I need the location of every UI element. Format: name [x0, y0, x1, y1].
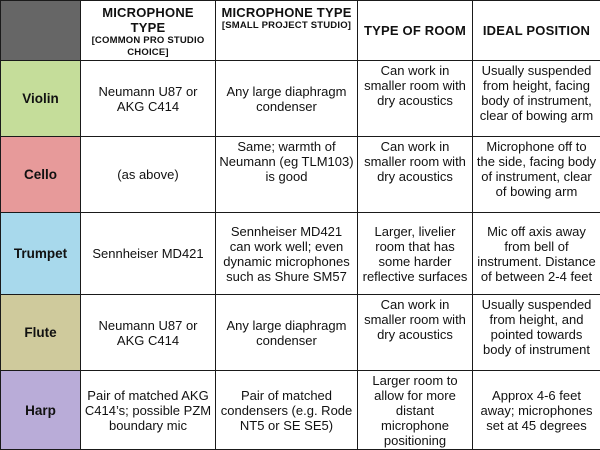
- table-row-harp: [1, 371, 600, 450]
- small-mic-cell: Pair of matched condensers (e.g. Rode NT5 or SE SE5): [216, 371, 358, 450]
- table-row-trumpet: [1, 213, 600, 295]
- header-pro-studio: [81, 1, 216, 61]
- room-cell: Can work in smaller room with dry acoustics: [358, 295, 473, 371]
- room-cell: Larger, livelier room that has some harder reflective surfaces: [358, 213, 473, 295]
- room-cell: Can work in smaller room with dry acoustics: [358, 61, 473, 137]
- instrument-cell-harp: Harp: [1, 371, 81, 450]
- header-pro-subtitle: [COMMON PRO STUDIO CHOICE]: [84, 35, 212, 59]
- pro-mic-cell: Pair of matched AKG C414’s; possible PZM boundary mic: [81, 371, 216, 450]
- small-mic-cell: Sennheiser MD421 can work well; even dynamic microphones such as Shure SM57: [216, 213, 358, 295]
- header-small-subtitle: [SMALL PROJECT STUDIO]: [219, 20, 354, 32]
- instrument-cell-cello: Cello: [1, 137, 81, 213]
- table-row-flute: [1, 295, 600, 371]
- header-position-title: IDEAL POSITION: [476, 23, 597, 38]
- small-mic-cell: Same; warmth of Neumann (eg TLM103) is good: [216, 137, 358, 213]
- header-room-title: TYPE OF ROOM: [361, 23, 469, 38]
- pro-mic-cell: Neumann U87 or AKG C414: [81, 61, 216, 137]
- header-position: [473, 1, 600, 61]
- small-mic-cell: Any large diaphragm condenser: [216, 61, 358, 137]
- instrument-cell-flute: Flute: [1, 295, 81, 371]
- header-room: [358, 1, 473, 61]
- header-pro-title: MICROPHONE TYPE: [84, 5, 212, 35]
- corner-cell: [1, 1, 81, 61]
- table-row-violin: [1, 61, 600, 137]
- pro-mic-cell: (as above): [81, 137, 216, 213]
- position-cell: Usually suspended from height, facing body of instrument, clear of bowing arm: [473, 61, 600, 137]
- small-mic-cell: Any large diaphragm condenser: [216, 295, 358, 371]
- pro-mic-cell: Sennheiser MD421: [81, 213, 216, 295]
- position-cell: Approx 4-6 feet away; microphones set at 45 degrees: [473, 371, 600, 450]
- position-cell: Microphone off to the side, facing body of instrument, clear of bowing arm: [473, 137, 600, 213]
- position-cell: Mic off axis away from bell of instrument. Distance of between 2-4 feet: [473, 213, 600, 295]
- header-row: [1, 1, 600, 61]
- table-row-cello: [1, 137, 600, 213]
- room-cell: Larger room to allow for more distant microphone positioning: [358, 371, 473, 450]
- header-small-title: MICROPHONE TYPE: [219, 5, 354, 20]
- instrument-cell-violin: Violin: [1, 61, 81, 137]
- room-cell: Can work in smaller room with dry acoustics: [358, 137, 473, 213]
- pro-mic-cell: Neumann U87 or AKG C414: [81, 295, 216, 371]
- header-small-studio: [216, 1, 358, 61]
- instrument-cell-trumpet: Trumpet: [1, 213, 81, 295]
- position-cell: Usually suspended from height, and pointed towards body of instrument: [473, 295, 600, 371]
